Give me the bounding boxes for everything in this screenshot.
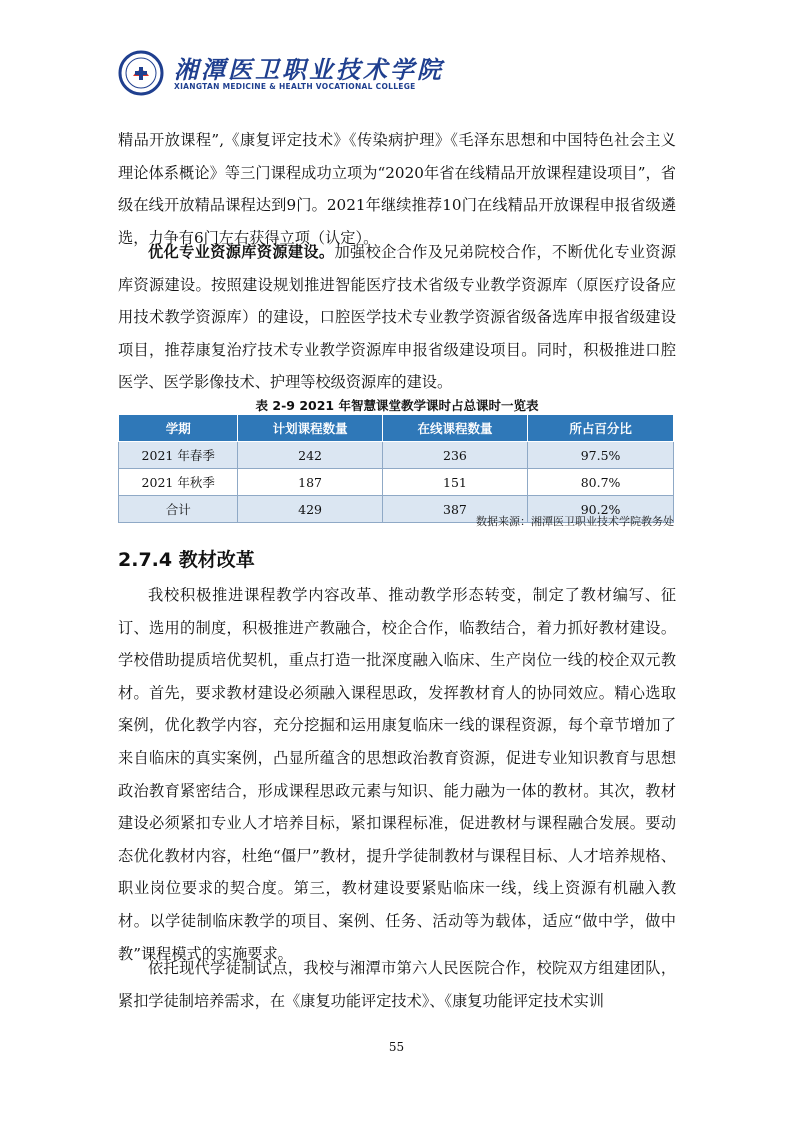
- table-cell: 242: [238, 442, 382, 469]
- column-header: 计划课程数量: [238, 415, 382, 442]
- table-row: [119, 469, 674, 496]
- college-logo-icon: [118, 50, 164, 96]
- table-cell: 187: [238, 469, 382, 496]
- smart-classroom-table: [118, 414, 674, 523]
- paragraph-body: 加强校企合作及兄弟院校合作，不断优化专业资源库资源建设。按照建设规划推进智能医疗技术省级专业教学资源库（原医疗设备应用技术教学资源库）的建设，口腔医学技术专业教学资源省级备选库申报省级建设项目，推荐康复治疗技术专业教学资源库申报省级建设项目。同时，积极推进口腔医学、医学影像技术、护理等校级资源库的建设。: [118, 243, 677, 392]
- section-heading: 2.7.4 教材改革: [118, 549, 255, 571]
- table-cell: 2021 年秋季: [119, 469, 238, 496]
- table-cell: 151: [382, 469, 527, 496]
- column-header: 学期: [119, 415, 238, 442]
- paragraph-apprenticeship: 依托现代学徒制试点，我校与湘潭市第六人民医院合作，校院双方组建团队，紧扣学徒制培养需求，在《康复功能评定技术》、《康复功能评定技术实训: [118, 959, 676, 1010]
- table-cell: 90.2%: [528, 496, 674, 523]
- paragraph-lead: 优化专业资源库资源建设。: [148, 243, 335, 261]
- paragraph-textbook-reform: 我校积极推进课程教学内容改革、推动教学形态转变，制定了教材编写、征订、选用的制度，积极推进产教融合，校企合作，临教结合，着力抓好教材建设。学校借助提质培优契机，重点打造一批深度融入临床、生产岗位一线的校企双元教材。首先，要求教材建设必须融入课程思政，发挥教材育人的协同效应。精心选取案例，优化教学内容，充分挖掘和运用康复临床一线的课程资源，每个章节增加了来自临床的真实案例，凸显所蕴含的思想政治教育资源，促进专业知识教育与思想政治教育紧密结合，形成课程思政元素与知识、能力融为一体的教材。其次，教材建设必须紧扣专业人才培养目标，紧扣课程标准，促进教材与课程融合发展。要动态优化教材内容，杜绝“僵尸”教材，提升学徒制教材与课程目标、人才培养规格、职业岗位要求的契合度。第三，教材建设要紧贴临床一线，线上资源有机融入教材。以学徒制临床教学的项目、案例、任务、活动等为载体，适应“做中学，做中教”课程模式的实施要求。: [118, 586, 676, 963]
- page-number: 55: [388, 1040, 405, 1054]
- paragraph-open-courses: 精品开放课程”,《康复评定技术》《传染病护理》《毛泽东思想和中国特色社会主义理论体系概论》等三门课程成功立项为“2020年省在线精品开放课程建设项目”，省级在线开放精品课程达到9门。2021年继续推荐10门在线精品开放课程申报省级遴选，力争有6门左右获得立项（认定）。: [118, 131, 676, 247]
- table-cell: 2021 年春季: [119, 442, 238, 469]
- table-cell: 236: [382, 442, 527, 469]
- table-cell: 387: [382, 496, 527, 523]
- table-cell: 97.5%: [528, 442, 674, 469]
- table-row: [119, 442, 674, 469]
- table-cell: 429: [238, 496, 382, 523]
- table-cell: 80.7%: [528, 469, 674, 496]
- table-cell: 合计: [119, 496, 238, 523]
- column-header: 在线课程数量: [382, 415, 527, 442]
- page-header: [118, 48, 678, 106]
- table-header-row: [119, 415, 674, 442]
- college-name-cn: 湘潭医卫职业技术学院: [174, 55, 444, 84]
- paragraph-resource-library: [118, 236, 676, 399]
- column-header: 所占百分比: [528, 415, 674, 442]
- table-source-note: 数据来源：湘潭医卫职业技术学院教务处: [476, 515, 674, 528]
- table-caption: 表 2-9 2021 年智慧课堂教学课时占总课时一览表: [255, 398, 539, 413]
- college-name-en: XIANGTAN MEDICINE & HEALTH VOCATIONAL COLLEGE: [174, 82, 416, 91]
